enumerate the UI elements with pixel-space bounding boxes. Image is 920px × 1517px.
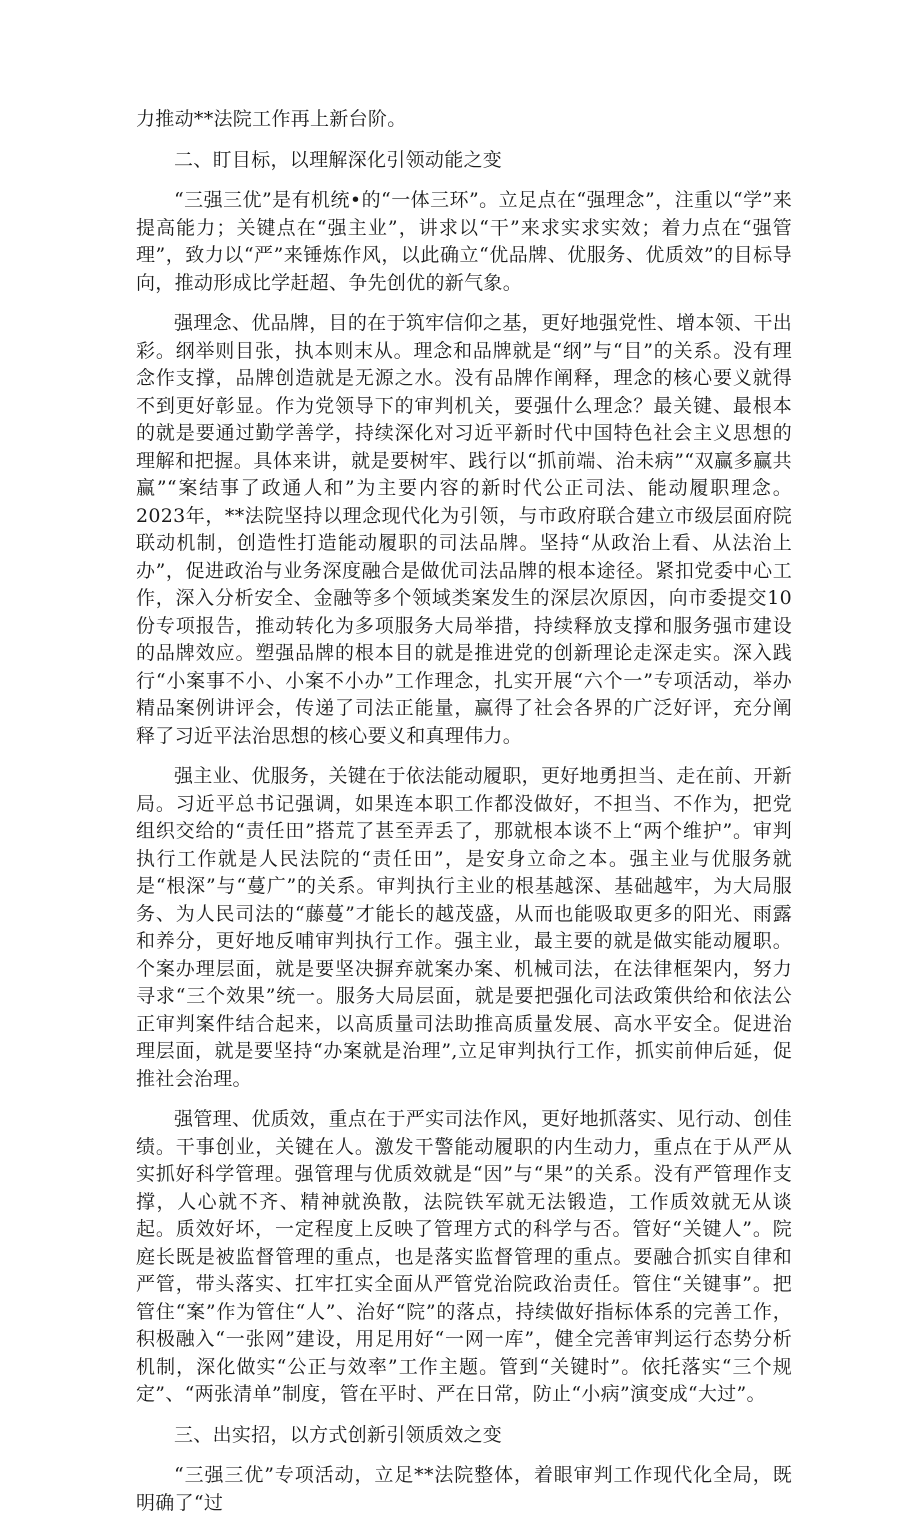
section-heading-two: 二、盯目标，以理解深化引领动能之变 <box>174 148 503 171</box>
paragraph-special-activity: “三强三优”专项活动，立足**法院整体，着眼审判工作现代化全局，既明确了“过 <box>136 1464 792 1514</box>
paragraph-strong-main-business: 强主业、优服务，关键在于依法能动履职，更好地勇担当、走在前、开新局。习近平总书记强调，如果连本职工作都没做好，不担当、不作为，把党组织交给的“责任田”搭荒了甚至弄丢了，那就根本谈不上“两个维护”。审判执行工作就是人民法院的“责任田”，是安身立命之本。强主业与优服务就是“根深”与“蔓广”的关系。审判执行主业的根基越深、基础越牢，为大局服务、为人民司法的“藤蔓”才能长的越茂盛，从而也能吸取更多的阳光、雨露和养分，更好地反哺审判执行工作。强主业，最主要的就是做实能动履职。个案办理层面，就是要坚决摒弃就案办案、机械司法，在法律框架内，努力寻求“三个效果”统一。服务大局层面，就是要把强化司法政策供给和依法公正审判案件结合起来，以高质量司法助推高质量发展、高水平安全。促进治理层面，就是要坚持“办案就是治理”,立足审判执行工作，抓实前伸后延，促推社会治理。 <box>136 765 792 1090</box>
paragraph-continuation: 力推动**法院工作再上新台阶。 <box>136 108 407 130</box>
paragraph-strong-management: 强管理、优质效，重点在于严实司法作风，更好地抓落实、见行动、创佳绩。干事创业，关键在人。激发干警能动履职的内生动力，重点在于从严从实抓好科学管理。强管理与优质效就是“因”与“果”的关系。没有严管理作支撑，人心就不齐、精神就涣散，法院铁军就无法锻造，工作质效就无从谈起。质效好坏，一定程度上反映了管理方式的科学与否。管好“关键人”。院庭长既是被监督管理的重点，也是落实监督管理的重点。要融合抓实自律和严管，带头落实、扛牢扛实全面从严管党治院政治责任。管住“关键事”。把管住“案”作为管住“人”、治好“院”的落点，持续做好指标体系的完善工作，积极融入“一张网”建设，用足用好“一网一库”，健全完善审判运行态势分析机制，深化做实“公正与效率”工作主题。管到“关键时”。依托落实“三个规定”、“两张清单”制度，管在平时、严在日常，防止“小病”演变成“大过”。 <box>136 1108 792 1405</box>
section-heading-three: 三、出实招，以方式创新引领质效之变 <box>174 1423 503 1446</box>
paragraph-strong-concept: 强理念、优品牌，目的在于筑牢信仰之基，更好地强党性、增本领、干出彩。纲举则目张，执本则末从。理念和品牌就是“纲”与“目”的关系。没有理念作支撑，品牌创造就是无源之水。没有品牌作阐释，理念的核心要义就得不到更好彰显。作为党领导下的审判机关，要强什么理念？最关键、最根本的就是要通过勤学善学，持续深化对习近平新时代中国特色社会主义思想的理解和把握。具体来讲，就是要树牢、践行以“抓前端、治未病”“双赢多赢共赢”“案结事了政通人和”为主要内容的新时代公正司法、能动履职理念。2023年，**法院坚持以理念现代化为引领，与市政府联合建立市级层面府院联动机制，创造性打造能动履职的司法品牌。坚持“从政治上看、从法治上办”，促进政治与业务深度融合是做优司法品牌的根本途径。紧扣党委中心工作，深入分析安全、金融等多个领域类案发生的深层次原因，向市委提交10份专项报告，推动转化为多项服务大局举措，持续释放支撑和服务强市建设的品牌效应。塑强品牌的根本目的就是推进党的创新理论走深走实。深入践行“小案事不小、小案不小办”工作理念，扎实开展“六个一”专项活动，举办精品案例讲评会，传递了司法正能量，赢得了社会各界的广泛好评，充分阐释了习近平法治思想的核心要义和真理伟力。 <box>136 312 792 747</box>
document-page <box>136 106 792 1517</box>
paragraph-overview: “三强三优”是有机统•的“一体三环”。立足点在“强理念”，注重以“学”来提高能力；关键点在“强主业”，讲求以“干”来求实求实效；着力点在“强管理”，致力以“严”来锤炼作风，以此确立“优品牌、优服务、优质效”的目标导向，推动形成比学赶超、争先创优的新气象。 <box>136 189 792 294</box>
